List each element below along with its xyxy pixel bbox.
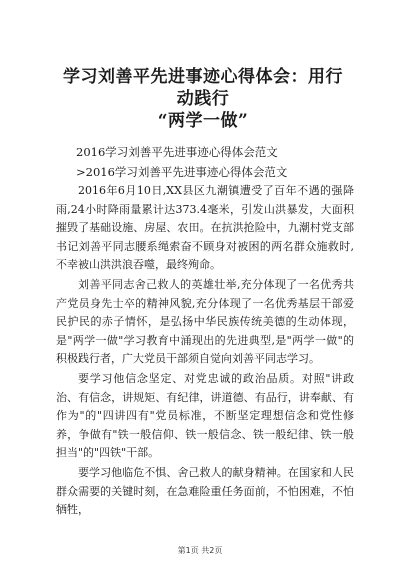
paragraph-4: 要学习他临危不惧、舍己救人的献身精神。在国家和人民群众需要的关键时刻，在急难险重任务面前，不怕困难，不怕牺牲，: [56, 465, 354, 517]
paragraph-1: 2016年6月10日,XX县区九潮镇遭受了百年不遇的强降雨,24小时降雨量累计达373.4毫米，引发山洪暴发，大面积摧毁了基础设施、房屋、农田。在抗洪抢险中，九潮村党支部书记刘善平同志腰系绳索奋不顾身对被困的两名群众施救时,不幸被山洪洪浪吞噬，最终殉命。: [56, 184, 354, 272]
page-footer: 第1页 共2页: [177, 546, 223, 555]
subtitle-2: >2016学习刘善平先进事迹心得体会范文: [76, 165, 288, 179]
title-line-1: 学习刘善平先进事迹心得体会：用行动践行: [63, 67, 343, 109]
paragraph-3: 要学习他信念坚定、对党忠诚的政治品质。对照"讲政治、有信念，讲规矩、有纪律，讲道德、有品行，讲奉献、有作为"的"四讲四有"党员标准，不断坚定理想信念和党性修养，争做有"铁一般信仰、铁一般信念、铁一般纪律、铁一般担当"的"四铁"干部。: [56, 371, 354, 460]
document-title: [56, 66, 354, 132]
title-line-2: “两学一做”: [157, 111, 249, 131]
subtitle-1: 2016学习刘善平先进事迹心得体会范文: [76, 145, 278, 159]
paragraph-2: 刘善平同志舍己救人的英雄壮举,充分体现了一名优秀共产党员身先士卒的精神风貌,充分体现了一名优秀基层干部爱民护民的赤子情怀，是弘扬中华民族传统美德的生动体现，是"两学一做"学习教育中涌现出的先进典型,是"两学一做"的积极践行者，广大党员干部须自觉向刘善平同志学习。: [56, 277, 354, 366]
